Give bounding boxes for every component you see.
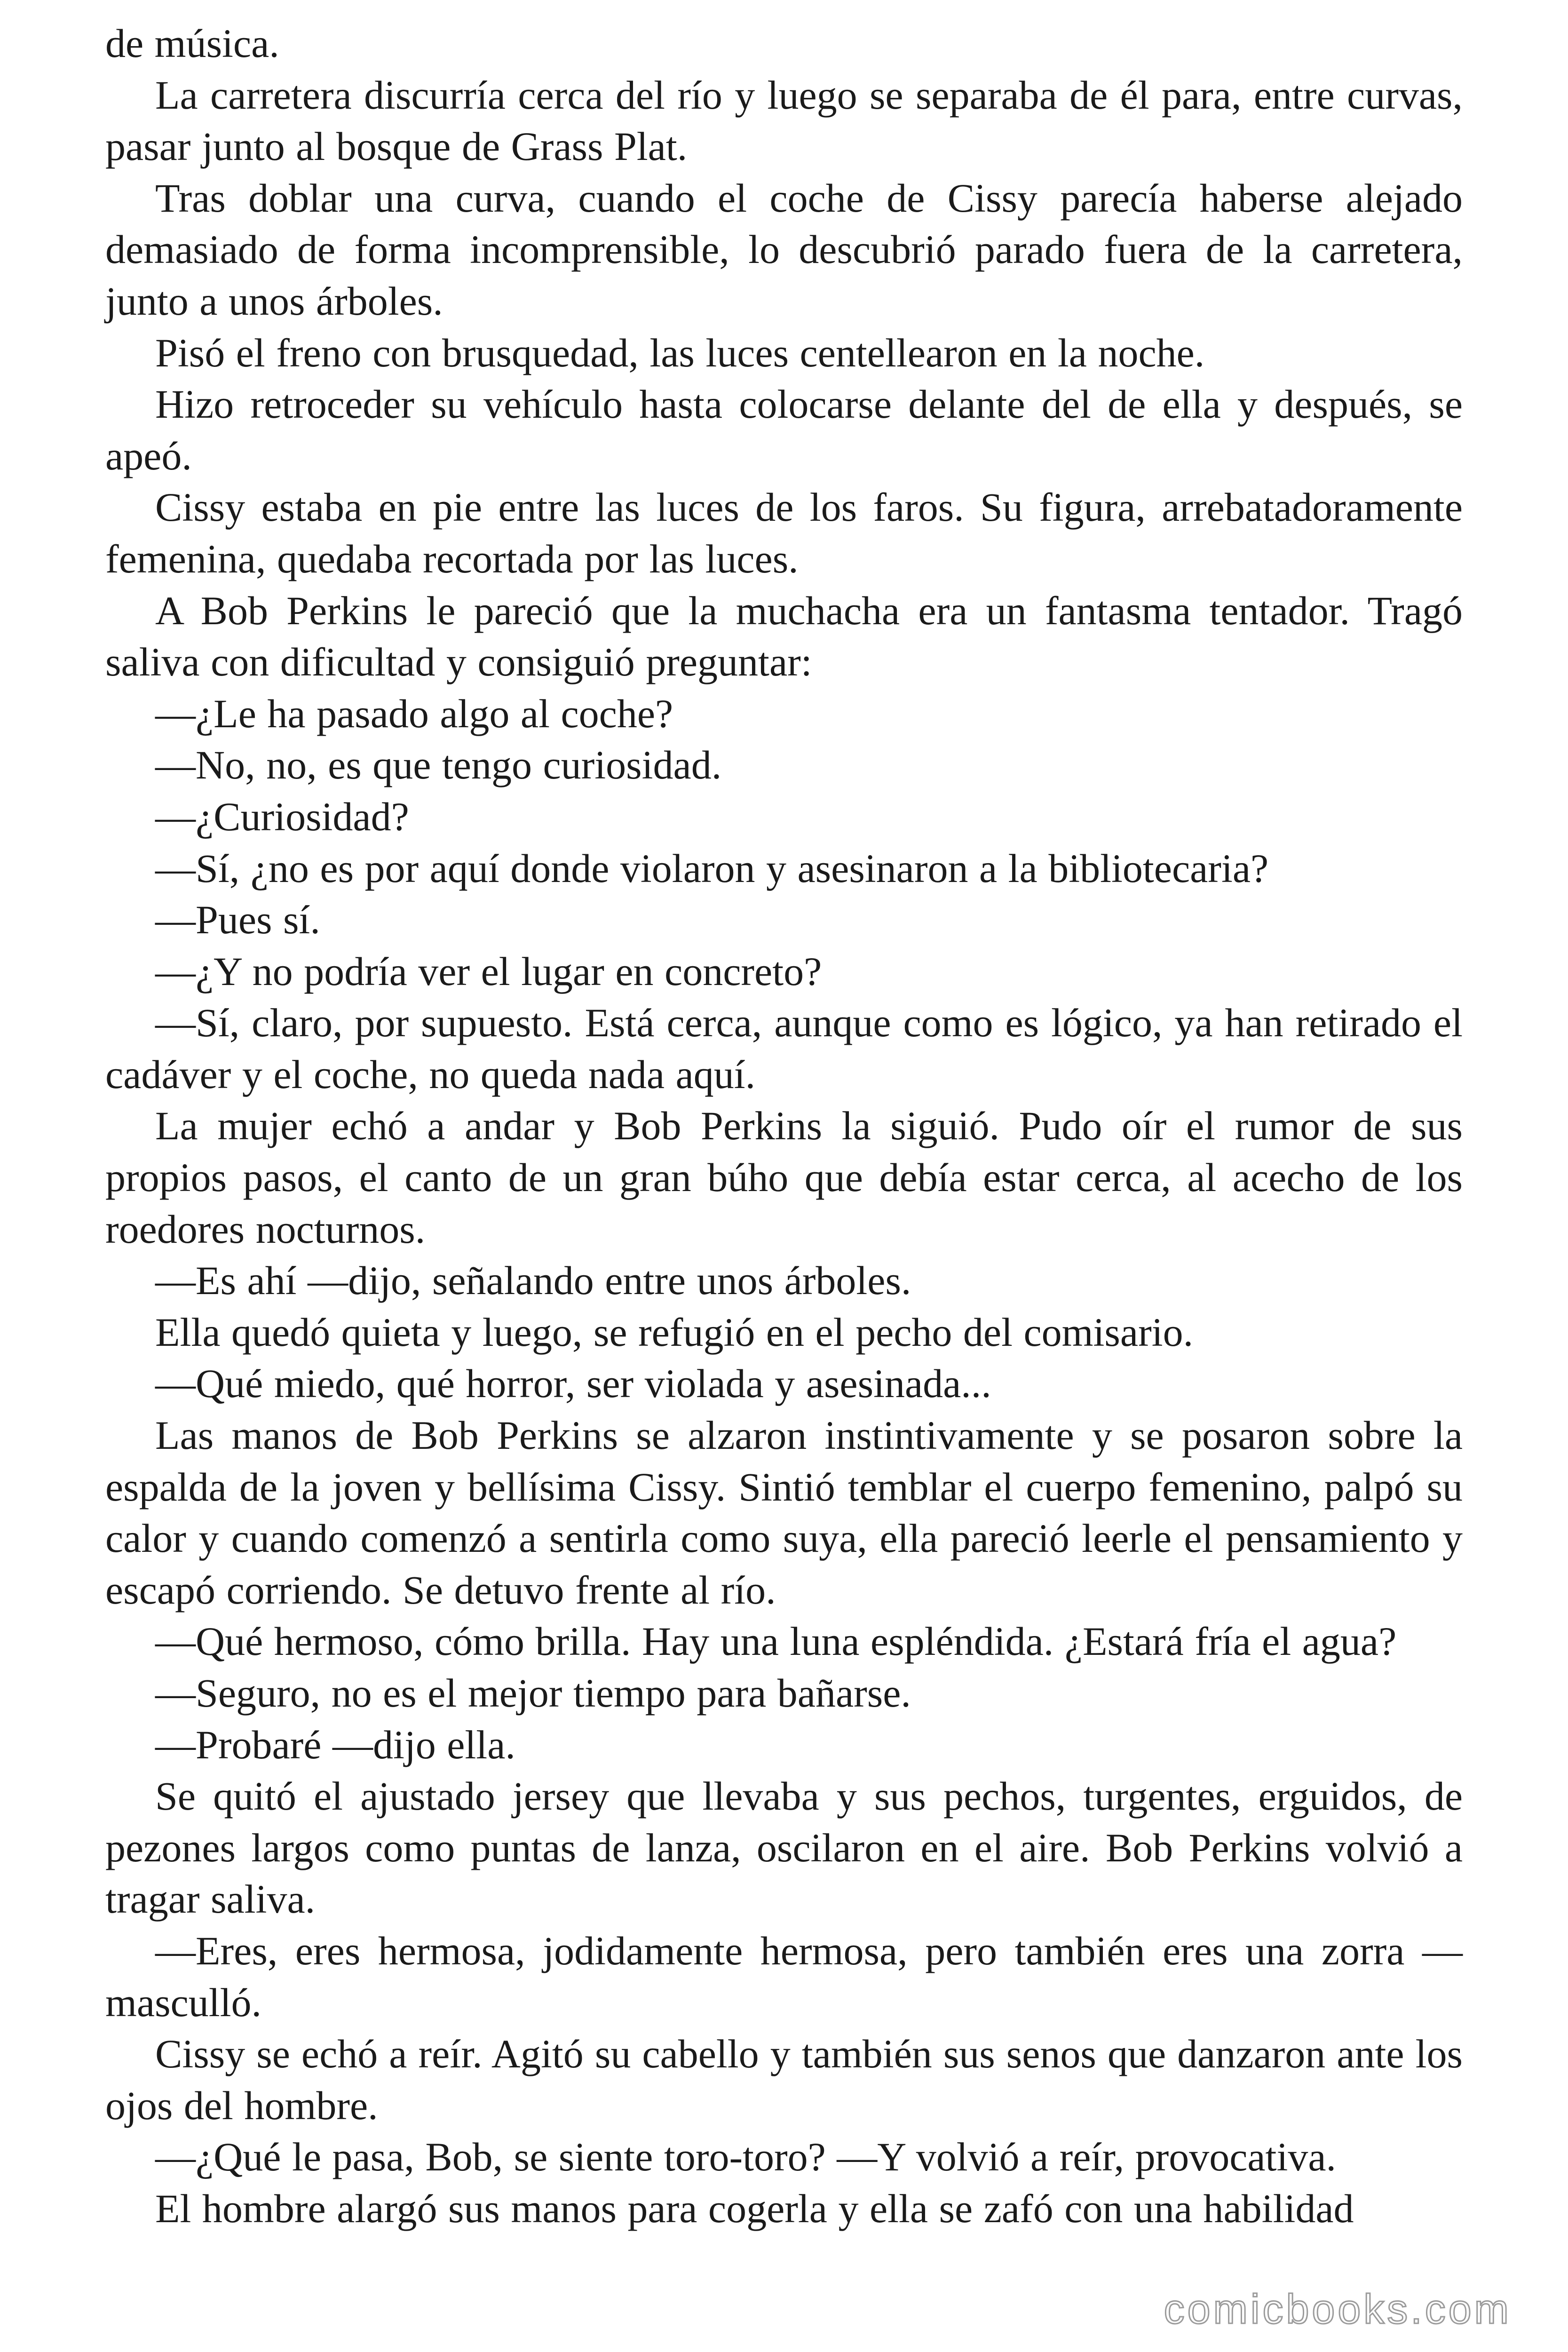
paragraph: Ella quedó quieta y luego, se refugió en el pecho del comisario. bbox=[155, 1309, 1194, 1355]
paragraph: Tras doblar una curva, cuando el coche de Cissy parecía haberse alejado demasiado de forma incomprensible, lo descubrió parado fuera de la carretera, junto a unos árboles. bbox=[105, 175, 1463, 324]
paragraph: —Sí, claro, por supuesto. Está cerca, aunque como es lógico, ya han retirado el cadáver y el coche, no queda nada aquí. bbox=[105, 1000, 1463, 1097]
paragraph: —¿Qué le pasa, Bob, se siente toro-toro? —Y volvió a reír, provocativa. bbox=[155, 2134, 1337, 2180]
paragraph: —Sí, ¿no es por aquí donde violaron y asesinaron a la bibliotecaria? bbox=[155, 845, 1269, 891]
paragraph: —¿Y no podría ver el lugar en concreto? bbox=[155, 948, 822, 994]
paragraph: de música. bbox=[105, 21, 279, 66]
paragraph: La carretera discurría cerca del río y luego se separaba de él para, entre curvas, pasar junto al bosque de Grass Plat. bbox=[105, 72, 1463, 169]
paragraph: Cissy se echó a reír. Agitó su cabello y también sus senos que danzaron ante los ojos del hombre. bbox=[105, 2031, 1463, 2128]
paragraph: —¿Le ha pasado algo al coche? bbox=[155, 691, 673, 736]
paragraph: Hizo retroceder su vehículo hasta colocarse delante del de ella y después, se apeó. bbox=[105, 381, 1463, 478]
paragraph: Pisó el freno con brusquedad, las luces centellearon en la noche. bbox=[155, 330, 1205, 375]
paragraph: El hombre alargó sus manos para cogerla y ella se zafó con una habilidad bbox=[155, 2185, 1354, 2231]
paragraph: —No, no, es que tengo curiosidad. bbox=[155, 742, 722, 788]
paragraph: —Probaré —dijo ella. bbox=[155, 1722, 515, 1767]
paragraph: Se quitó el ajustado jersey que llevaba y sus pechos, turgentes, erguidos, de pezones largos como puntas de lanza, oscilaron en el aire. Bob Perkins volvió a tragar saliva. bbox=[105, 1773, 1463, 1922]
paragraph: —Qué miedo, qué horror, ser violada y asesinada... bbox=[155, 1361, 991, 1406]
paragraph: —Qué hermoso, cómo brilla. Hay una luna espléndida. ¿Estará fría el agua? bbox=[155, 1619, 1397, 1664]
paragraph: —Eres, eres hermosa, jodidamente hermosa, pero también eres una zorra —masculló. bbox=[105, 1928, 1463, 2025]
paragraph: —Pues sí. bbox=[155, 897, 320, 943]
paragraph: —Es ahí —dijo, señalando entre unos árboles. bbox=[155, 1258, 911, 1303]
book-page-text bbox=[105, 18, 1463, 2235]
paragraph: Las manos de Bob Perkins se alzaron instintivamente y se posaron sobre la espalda de la joven y bellísima Cissy. Sintió temblar el cuerpo femenino, palpó su calor y cuando comenzó a sentirla como suya, ella pareció leerle el pensamiento y escapó corriendo. Se detuvo frente al río. bbox=[105, 1413, 1463, 1613]
paragraph: —Seguro, no es el mejor tiempo para bañarse. bbox=[155, 1670, 911, 1716]
paragraph: —¿Curiosidad? bbox=[155, 794, 409, 839]
paragraph: A Bob Perkins le pareció que la muchacha era un fantasma tentador. Tragó saliva con dificultad y consiguió preguntar: bbox=[105, 588, 1463, 685]
paragraph: La mujer echó a andar y Bob Perkins la siguió. Pudo oír el rumor de sus propios pasos, el canto de un gran búho que debía estar cerca, al acecho de los roedores nocturnos. bbox=[105, 1103, 1463, 1252]
watermark: comicbooks.com bbox=[1164, 2286, 1512, 2332]
paragraph: Cissy estaba en pie entre las luces de los faros. Su figura, arrebatadoramente femenina, quedaba recortada por las luces. bbox=[105, 485, 1463, 581]
